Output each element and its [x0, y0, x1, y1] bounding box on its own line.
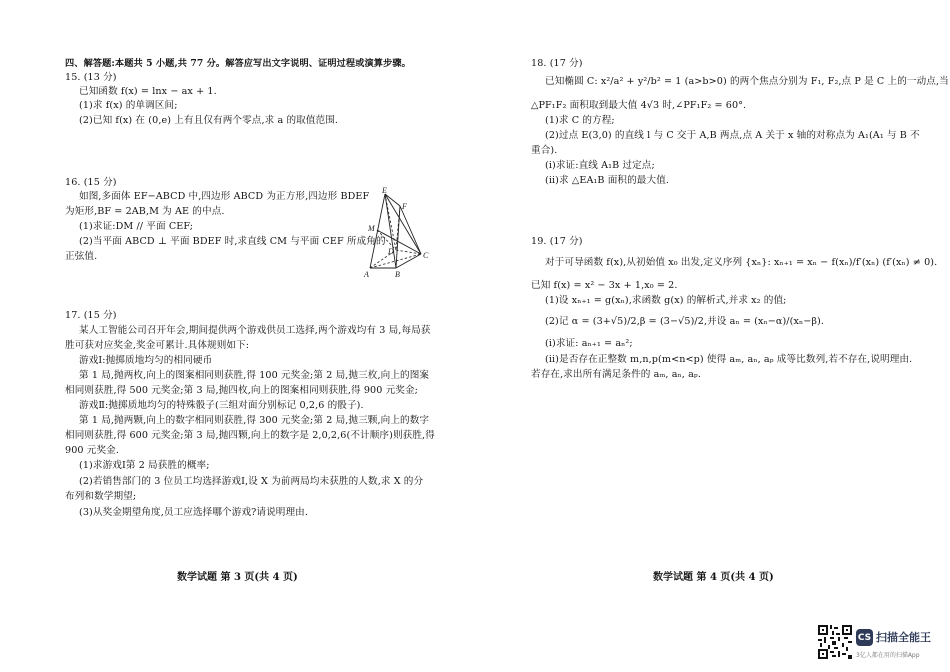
q15-line: (2)已知 f(x) 在 (0,e) 上有且仅有两个零点,求 a 的取值范围.	[79, 115, 339, 126]
q19-line: 已知 f(x) = x² − 3x + 1,x₀ = 2.	[531, 280, 678, 291]
q16-line: 如图,多面体 EF−ABCD 中,四边形 ABCD 为正方形,四边形 BDEF	[79, 191, 370, 202]
q19-line: (ii)是否存在正整数 m,n,p(m<n<p) 使得 aₘ, aₙ, aₚ 成等比数列,若不存在,说明理由.	[545, 354, 913, 365]
polyhedron-figure	[355, 184, 435, 280]
q19-line: (1)设 xₙ₊₁ = g(xₙ),求函数 g(x) 的解析式,并求 x₂ 的值;	[545, 295, 787, 306]
label-B: B	[395, 270, 400, 279]
q16-line: (1)求证:DM // 平面 CEF;	[79, 221, 194, 232]
q18-line: (1)求 C 的方程;	[545, 115, 615, 126]
q19-line: (i)求证: aₙ₊₁ = aₙ²;	[545, 338, 633, 349]
q18-line: (ii)求 △EA₁B 面积的最大值.	[545, 175, 670, 186]
q17-line: 第 1 局,抛两颗,向上的数字相同则获胜,得 300 元奖金;第 2 局,抛三颗,向上的数字	[79, 415, 430, 426]
q19-line: (2)记 α = (3+√5)/2,β = (3−√5)/2,并设 aₙ = (xₙ−α)/(xₙ−β).	[545, 316, 825, 327]
q17-line: (3)从奖金期望角度,员工应选择哪个游戏?请说明理由.	[79, 507, 309, 518]
q17-line: 游戏Ⅱ:抛掷质地均匀的特殊骰子(三组对面分别标记 0,2,6 的骰子).	[79, 400, 364, 411]
q19-title: 19. (17 分)	[531, 236, 583, 247]
label-C: C	[423, 251, 429, 260]
q17-line: 游戏Ⅰ:抛掷质地均匀的相同硬币	[79, 355, 213, 366]
q19-line: 对于可导函数 f(x),从初始值 x₀ 出发,定义序列 {xₙ}: xₙ₊₁ = xₙ − f(xₙ)/f′(xₙ) (f′(xₙ) ≠ 0).	[545, 257, 938, 268]
q15-title: 15. (13 分)	[65, 72, 117, 83]
label-A: A	[364, 270, 369, 279]
q17-line: 布列和数学期望;	[65, 491, 137, 502]
q16-line: (2)当平面 ABCD ⊥ 平面 BDEF 时,求直线 CM 与平面 CEF 所成角的	[79, 236, 386, 247]
camscanner-subtitle: 3亿人都在用的扫描App	[856, 652, 920, 659]
q16-title: 16. (15 分)	[65, 177, 117, 188]
q17-line: 第 1 局,抛两枚,向上的图案相同则获胜,得 100 元奖金;第 2 局,抛三枚,向上的图案	[79, 370, 430, 381]
page-footer: 数学试题 第 4 页(共 4 页)	[653, 572, 774, 583]
camscanner-logo: CS	[856, 629, 873, 646]
q17-line: 900 元奖金.	[65, 445, 119, 456]
q18-line: 已知椭圆 C: x²/a² + y²/b² = 1 (a>b>0) 的两个焦点分别为 F₁, F₂,点 P 是 C 上的一动点,当	[545, 76, 949, 87]
edge-BC	[396, 254, 421, 268]
q15-line: (1)求 f(x) 的单调区间;	[79, 100, 178, 111]
page-footer: 数学试题 第 3 页(共 4 页)	[177, 572, 298, 583]
segment-MC	[377, 230, 421, 254]
label-E: E	[382, 186, 387, 195]
q17-line: 相同则获胜,得 600 元奖金;第 3 局,抛四颗,向上的数字是 2,0,2,6(不计顺序)则获胜,得	[65, 430, 435, 441]
q15-line: 已知函数 f(x) = lnx − ax + 1.	[79, 86, 217, 97]
q18-title: 18. (17 分)	[531, 58, 583, 69]
q16-line: 为矩形,BF = 2AB,M 为 AE 的中点.	[65, 206, 225, 217]
q17-line: (1)求游戏Ⅰ第 2 局获胜的概率;	[79, 460, 210, 471]
q17-line: (2)若销售部门的 3 位员工均选择游戏Ⅰ,设 X 为前两局均未获胜的人数,求 X 的分	[79, 476, 424, 487]
label-F: F	[402, 202, 407, 211]
q19-line: 若存在,求出所有满足条件的 aₘ, aₙ, aₚ.	[531, 369, 702, 380]
q17-line: 相同则获胜,得 500 元奖金;第 3 局,抛四枚,向上的图案相同则获胜,得 900 元奖金;	[65, 385, 419, 396]
section-header: 四、解答题:本题共 5 小题,共 77 分。解答应写出文字说明、证明过程或演算步骤。	[65, 58, 411, 69]
q17-line: 某人工智能公司召开年会,期间提供两个游戏供员工选择,两个游戏均有 3 局,每局获	[79, 325, 431, 336]
q18-line: △PF₁F₂ 面积取到最大值 4√3 时,∠PF₁F₂ = 60°.	[531, 100, 747, 111]
q17-title: 17. (15 分)	[65, 310, 117, 321]
edge-FC	[400, 206, 421, 254]
q18-line: (i)求证:直线 A₁B 过定点;	[545, 160, 655, 171]
q17-line: 胜可获对应奖金,奖金可累计.具体规则如下:	[65, 340, 250, 351]
q18-line: (2)过点 E(3,0) 的直线 l 与 C 交于 A,B 两点,点 A 关于 x 轴的对称点为 A₁(A₁ 与 B 不	[545, 130, 920, 141]
qr-code-icon	[818, 625, 852, 659]
page-4	[475, 0, 950, 672]
label-M: M	[368, 224, 375, 233]
q18-line: 重合).	[531, 145, 558, 156]
q16-line: 正弦值.	[65, 251, 98, 262]
camscanner-name: 扫描全能王	[876, 631, 931, 644]
label-D: D	[388, 247, 394, 256]
